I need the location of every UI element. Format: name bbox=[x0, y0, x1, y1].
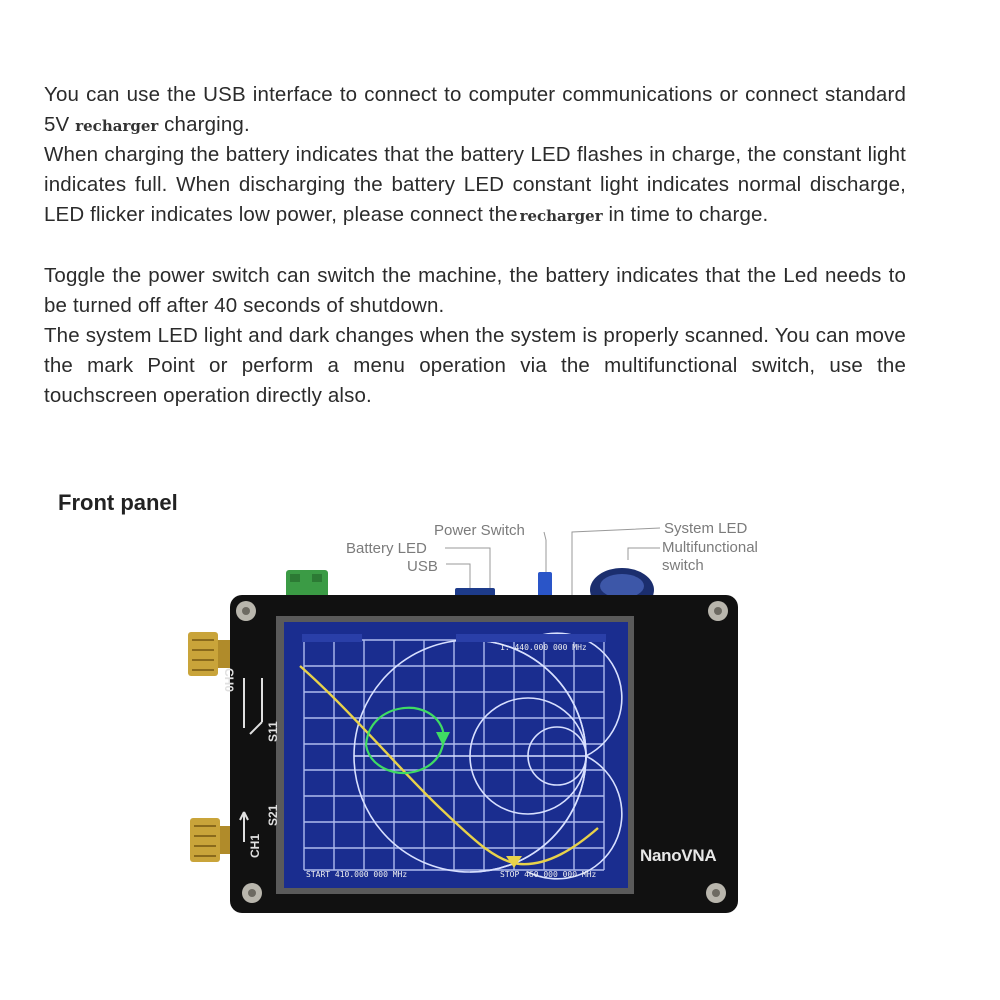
sma-connector-ch1[interactable] bbox=[190, 818, 236, 862]
callout-switch: switch bbox=[662, 557, 704, 574]
port-label-s11: S11 bbox=[266, 721, 280, 742]
port-label-ch1: CH1 bbox=[248, 833, 262, 858]
callout-system-led: System LED bbox=[664, 520, 748, 537]
paragraph-text: charging. bbox=[158, 113, 250, 137]
callout-multifunctional: Multifunctional bbox=[662, 539, 758, 556]
recharger-word: recharger bbox=[519, 207, 603, 226]
connector-slot bbox=[312, 574, 322, 582]
connector-slot bbox=[290, 574, 300, 582]
screen-start-frequency: START 410.000 000 MHz bbox=[306, 870, 408, 879]
paragraph-text: in time to charge. bbox=[602, 203, 769, 227]
callout-power-switch: Power Switch bbox=[434, 522, 525, 539]
screen-header-right bbox=[456, 634, 606, 642]
screen-stop-frequency: STOP 460.000 000 MHz bbox=[500, 870, 597, 879]
screen-marker-readout: 1: 440.000 000 MHz bbox=[500, 643, 587, 652]
paragraph-text: You can use the USB interface to connect to computer communications or connect standard 5V bbox=[44, 83, 906, 137]
screen-header-left bbox=[302, 634, 362, 642]
port-label-s21: S21 bbox=[266, 804, 280, 826]
port-label-ch0: CH0 bbox=[222, 668, 236, 693]
section-heading: Front panel bbox=[58, 490, 178, 515]
nanovna-logo: NanoVNA bbox=[640, 846, 717, 865]
callout-usb: USB bbox=[407, 558, 438, 575]
paragraph-power-switch: Toggle the power switch can switch the machine, the battery indicates that the Led needs to be turned off after 40 seconds of shutdown. bbox=[44, 264, 906, 318]
recharger-word: recharger bbox=[75, 117, 159, 136]
paragraph-text: When charging the battery indicates that the battery LED flashes in charge, the constant light indicates full. When discharging the battery LED constant light indicates normal discharge, LED flicker indicates low power, please connect the bbox=[44, 143, 906, 227]
paragraph-system-led: The system LED light and dark changes when the system is properly scanned. You can move the mark Point or perform a menu operation via the multifunctional switch, use the touchscreen operation directly also. bbox=[44, 324, 906, 408]
switch-highlight bbox=[600, 574, 644, 598]
callout-battery-led: Battery LED bbox=[346, 540, 427, 557]
